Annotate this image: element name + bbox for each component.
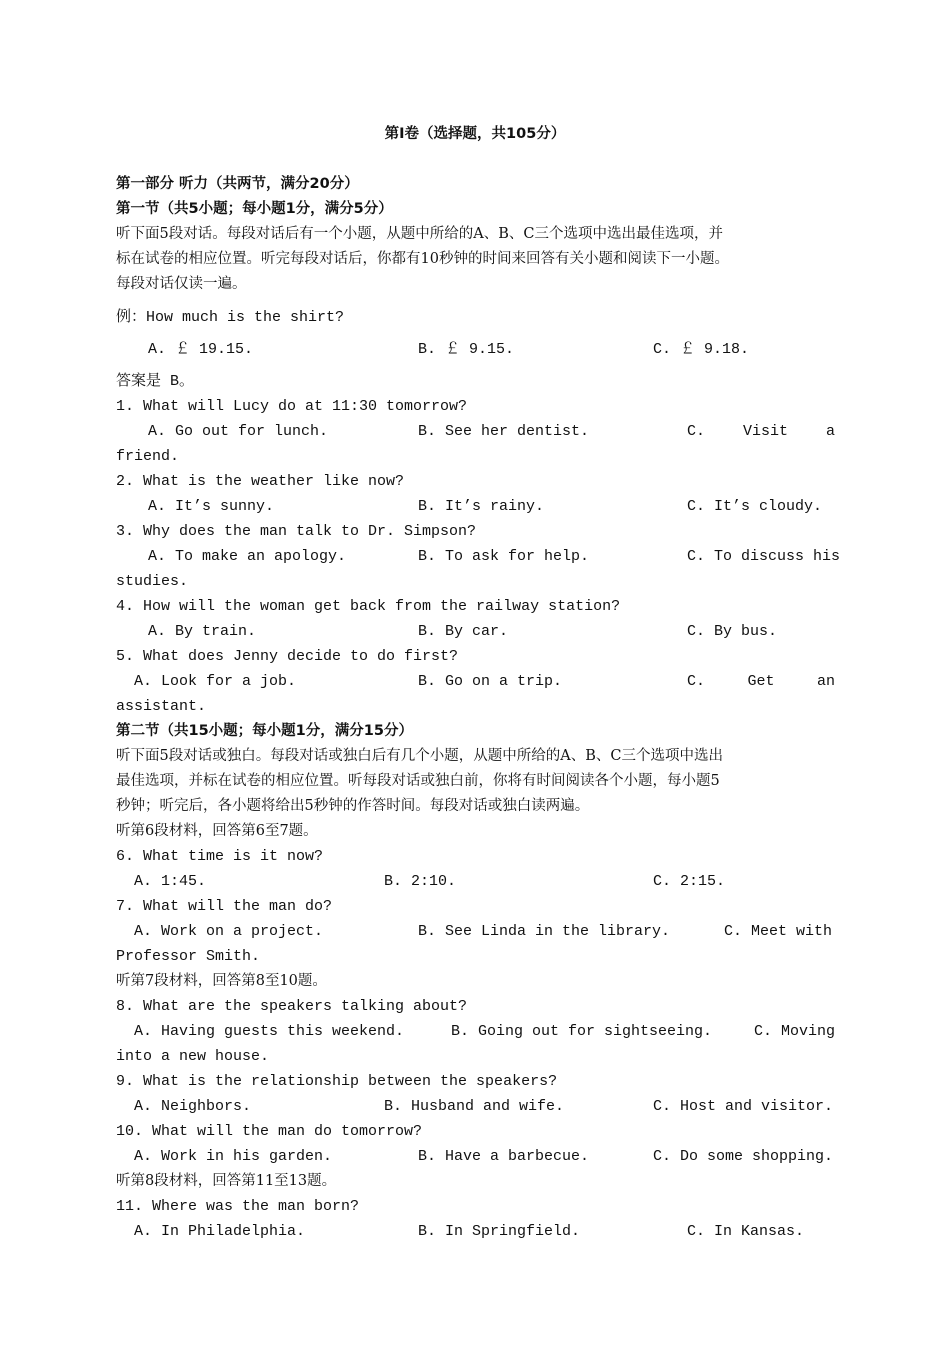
q1-option-c-part: C. — [687, 423, 706, 440]
example-answer: 答案是 B。 — [116, 373, 195, 390]
q11-option-a: A. In Philadelphia. — [134, 1223, 306, 1240]
q2-option-a: A. It’s sunny. — [148, 498, 275, 515]
section2-instructions: 听下面5段对话或独白。每段对话或独白后有几个小题，从题中所给的A、B、C三个选项中选出 — [116, 748, 723, 764]
material-7-heading: 听第7段材料，回答第8至10题。 — [116, 973, 327, 989]
q8-option-c-continued: into a new house. — [116, 1048, 270, 1065]
material-6-heading: 听第6段材料，回答第6至7题。 — [116, 823, 318, 839]
q6-option-c: C. 2:15. — [653, 873, 726, 890]
q3-option-b: B. To ask for help. — [418, 548, 590, 565]
q7-option-b: B. See Linda in the library. — [418, 923, 671, 940]
question-8: 8. What are the speakers talking about? — [116, 998, 468, 1015]
question-6: 6. What time is it now? — [116, 848, 324, 865]
q8-option-c: C. Moving — [754, 1023, 836, 1040]
q7-option-c-continued: Professor Smith. — [116, 948, 261, 965]
question-10: 10. What will the man do tomorrow? — [116, 1123, 423, 1140]
section2-instructions: 最佳选项，并标在试卷的相应位置。听每段对话或独白前，你将有时间阅读各个小题，每小题5 — [116, 773, 720, 789]
q9-option-a: A. Neighbors. — [134, 1098, 252, 1115]
q6-option-a: A. 1:45. — [134, 873, 207, 890]
q9-option-c: C. Host and visitor. — [653, 1098, 834, 1115]
q2-option-b: B. It’s rainy. — [418, 498, 545, 515]
q5-option-c-continued: assistant. — [116, 698, 207, 715]
q6-option-b: B. 2:10. — [384, 873, 457, 890]
q2-option-c: C. It’s cloudy. — [687, 498, 823, 515]
q7-option-a: A. Work on a project. — [134, 923, 324, 940]
q10-option-b: B. Have a barbecue. — [418, 1148, 590, 1165]
q4-option-c: C. By bus. — [687, 623, 778, 640]
q4-option-a: A. By train. — [148, 623, 257, 640]
q3-option-c: C. To discuss his — [687, 548, 841, 565]
question-2: 2. What is the weather like now? — [116, 473, 405, 490]
q8-option-b: B. Going out for sightseeing. — [451, 1023, 713, 1040]
section2-instructions: 秒钟；听完后，各小题将给出5秒钟的作答时间。每段对话或独白读两遍。 — [116, 798, 590, 814]
q1-option-c-part: a — [825, 423, 835, 440]
q1-option-c-part: Visit — [742, 423, 788, 440]
q5-option-a: A. Look for a job. — [134, 673, 297, 690]
example-option-c: C. ￡ 9.18. — [653, 341, 750, 358]
question-3: 3. Why does the man talk to Dr. Simpson? — [116, 523, 477, 540]
q3-option-a: A. To make an apology. — [148, 548, 347, 565]
q1-option-b: B. See her dentist. — [418, 423, 590, 440]
section1-instructions: 标在试卷的相应位置。听完每段对话后，你都有10秒钟的时间来回答有关小题和阅读下一小题。 — [116, 251, 729, 267]
q8-option-a: A. Having guests this weekend. — [134, 1023, 405, 1040]
q1-option-c — [687, 419, 835, 444]
section1-heading: 第一节（共5小题；每小题1分，满分5分） — [116, 201, 393, 217]
example-question: 例：How much is the shirt? — [116, 309, 345, 326]
q11-option-c: C. In Kansas. — [687, 1223, 805, 1240]
q5-option-c-part: C. — [687, 673, 706, 690]
material-8-heading: 听第8段材料，回答第11至13题。 — [116, 1173, 337, 1189]
q11-option-b: B. In Springfield. — [418, 1223, 581, 1240]
part-heading: 第一部分 听力（共两节，满分20分） — [116, 176, 359, 192]
question-7: 7. What will the man do? — [116, 898, 333, 915]
example-option-a: A. ￡ 19.15. — [148, 341, 254, 358]
q4-option-b: B. By car. — [418, 623, 509, 640]
q9-option-b: B. Husband and wife. — [384, 1098, 565, 1115]
q5-option-c-part: Get — [747, 673, 775, 690]
section2-heading: 第二节（共15小题；每小题1分，满分15分） — [116, 723, 413, 739]
section1-instructions: 每段对话仅读一遍。 — [116, 276, 247, 292]
q5-option-c-part: an — [816, 673, 835, 690]
question-5: 5. What does Jenny decide to do first? — [116, 648, 459, 665]
q10-option-c: C. Do some shopping. — [653, 1148, 834, 1165]
q5-option-b: B. Go on a trip. — [418, 673, 563, 690]
question-11: 11. Where was the man born? — [116, 1198, 360, 1215]
question-4: 4. How will the woman get back from the railway station? — [116, 598, 621, 615]
question-1: 1. What will Lucy do at 11:30 tomorrow? — [116, 398, 468, 415]
q10-option-a: A. Work in his garden. — [134, 1148, 333, 1165]
q1-option-c-continued: friend. — [116, 448, 180, 465]
q7-option-c: C. Meet with — [724, 923, 833, 940]
example-option-b: B. ￡ 9.15. — [418, 341, 515, 358]
page-title: 第Ⅰ卷（选择题，共105分） — [384, 126, 566, 142]
q5-option-c — [687, 669, 835, 694]
q1-option-a: A. Go out for lunch. — [148, 423, 329, 440]
section1-instructions: 听下面5段对话。每段对话后有一个小题，从题中所给的A、B、C三个选项中选出最佳选项，并 — [116, 226, 723, 242]
question-9: 9. What is the relationship between the speakers? — [116, 1073, 558, 1090]
q3-option-c-continued: studies. — [116, 573, 189, 590]
